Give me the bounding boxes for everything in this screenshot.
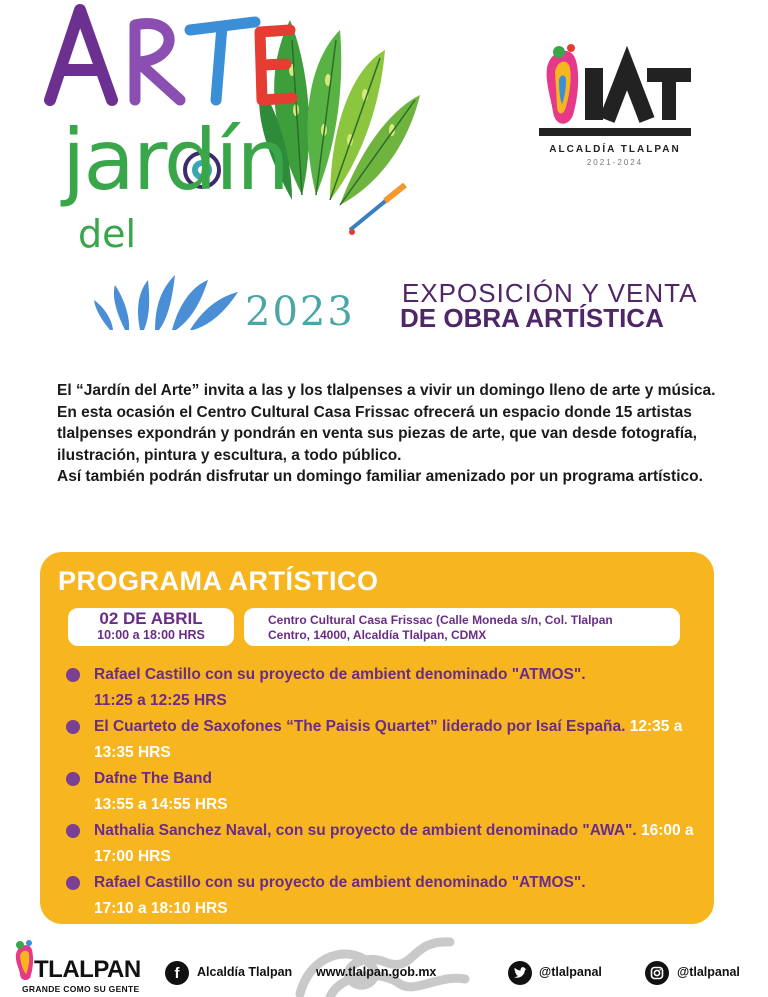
brand-tagline: GRANDE COMO SU GENTE: [22, 984, 140, 994]
event-hours: 10:00 a 18:00 HRS: [97, 628, 205, 642]
list-item: [66, 662, 706, 714]
facebook-link[interactable]: Alcaldía Tlalpan: [197, 965, 293, 979]
list-item: [66, 714, 706, 766]
hero-artwork: [40, 0, 440, 345]
exposition-heading-line2: DE OBRA ARTÍSTICA: [400, 303, 664, 333]
twitter-icon[interactable]: [508, 961, 532, 985]
twitter-link[interactable]: @tlalpanal: [539, 965, 602, 979]
alcaldia-logo: [535, 40, 695, 175]
instagram-icon[interactable]: [645, 961, 669, 985]
event-description: Dafne The Band: [94, 770, 212, 787]
event-description: Rafael Castillo con su proyecto de ambient denominado "ATMOS".: [94, 666, 586, 683]
program-box: [40, 552, 714, 924]
date-badge: [68, 608, 234, 646]
list-item: [66, 818, 706, 870]
venue-line-1: Centro Cultural Casa Frissac (Calle Moneda s/n, Col. Tlalpan: [268, 613, 613, 627]
bullet-icon: [66, 824, 80, 838]
bullet-icon: [66, 876, 80, 890]
event-description: Rafael Castillo con su proyecto de ambient denominado "ATMOS".: [94, 874, 586, 891]
website-link[interactable]: www.tlalpan.gob.mx: [316, 965, 437, 979]
venue-line-2: Centro, 14000, Alcaldía Tlalpan, CDMX: [268, 628, 487, 642]
bullet-icon: [66, 720, 80, 734]
logo-subtitle: ALCALDÍA TLALPAN: [549, 144, 681, 155]
brand-name: TLALPAN: [34, 956, 141, 983]
bullet-icon: [66, 668, 80, 682]
list-item: [66, 766, 706, 818]
venue-badge: [244, 608, 680, 646]
logo-years: 2021-2024: [586, 158, 644, 167]
event-time: 12:35 a 13:35 HRS: [94, 718, 683, 761]
tlalpan-brand: [8, 940, 158, 996]
list-item: [66, 870, 706, 922]
footer: [0, 934, 768, 997]
title-arte: [40, 0, 300, 110]
event-description: El Cuarteto de Saxofones “The Paisis Quartet” liderado por Isaí España.: [94, 718, 626, 735]
intro-paragraph-1: El “Jardín del Arte” invita a las y los tlalpenses a vivir un domingo lleno de arte y música.: [57, 382, 716, 399]
title-year: 2023: [245, 289, 355, 335]
event-time: 17:10 a 18:10 HRS: [94, 900, 228, 917]
intro-paragraph-3: Así también podrán disfrutar un domingo familiar amenizado por un programa artístico.: [57, 468, 703, 485]
program-title: PROGRAMA ARTÍSTICO: [58, 566, 379, 596]
event-time: 11:25 a 12:25 HRS: [94, 692, 227, 709]
bullet-icon: [66, 772, 80, 786]
event-date: 02 DE ABRIL: [99, 609, 203, 628]
tlat-logo-mark: [535, 40, 695, 140]
title-jardin: jardín: [62, 111, 288, 209]
intro-text: [57, 380, 717, 488]
exposition-heading-line1: EXPOSICIÓN Y VENTA: [402, 278, 698, 308]
event-time: 13:55 a 14:55 HRS: [94, 796, 228, 813]
event-time: 16:00 a 17:00 HRS: [94, 822, 694, 865]
facebook-icon[interactable]: f: [165, 961, 189, 985]
title-del: del: [78, 212, 137, 256]
event-list: [66, 662, 706, 922]
instagram-link[interactable]: @tlalpanal: [677, 965, 740, 979]
intro-paragraph-2: En esta ocasión el Centro Cultural Casa Frissac ofrecerá un espacio donde 15 artistas tlalpenses expondrán y pondrán en venta sus piezas de arte, que van desde fotografía, ilustración, pintura y escultura, a todo público.: [57, 403, 697, 464]
event-description: Nathalia Sanchez Naval, con su proyecto de ambient denominado "AWA".: [94, 822, 637, 839]
